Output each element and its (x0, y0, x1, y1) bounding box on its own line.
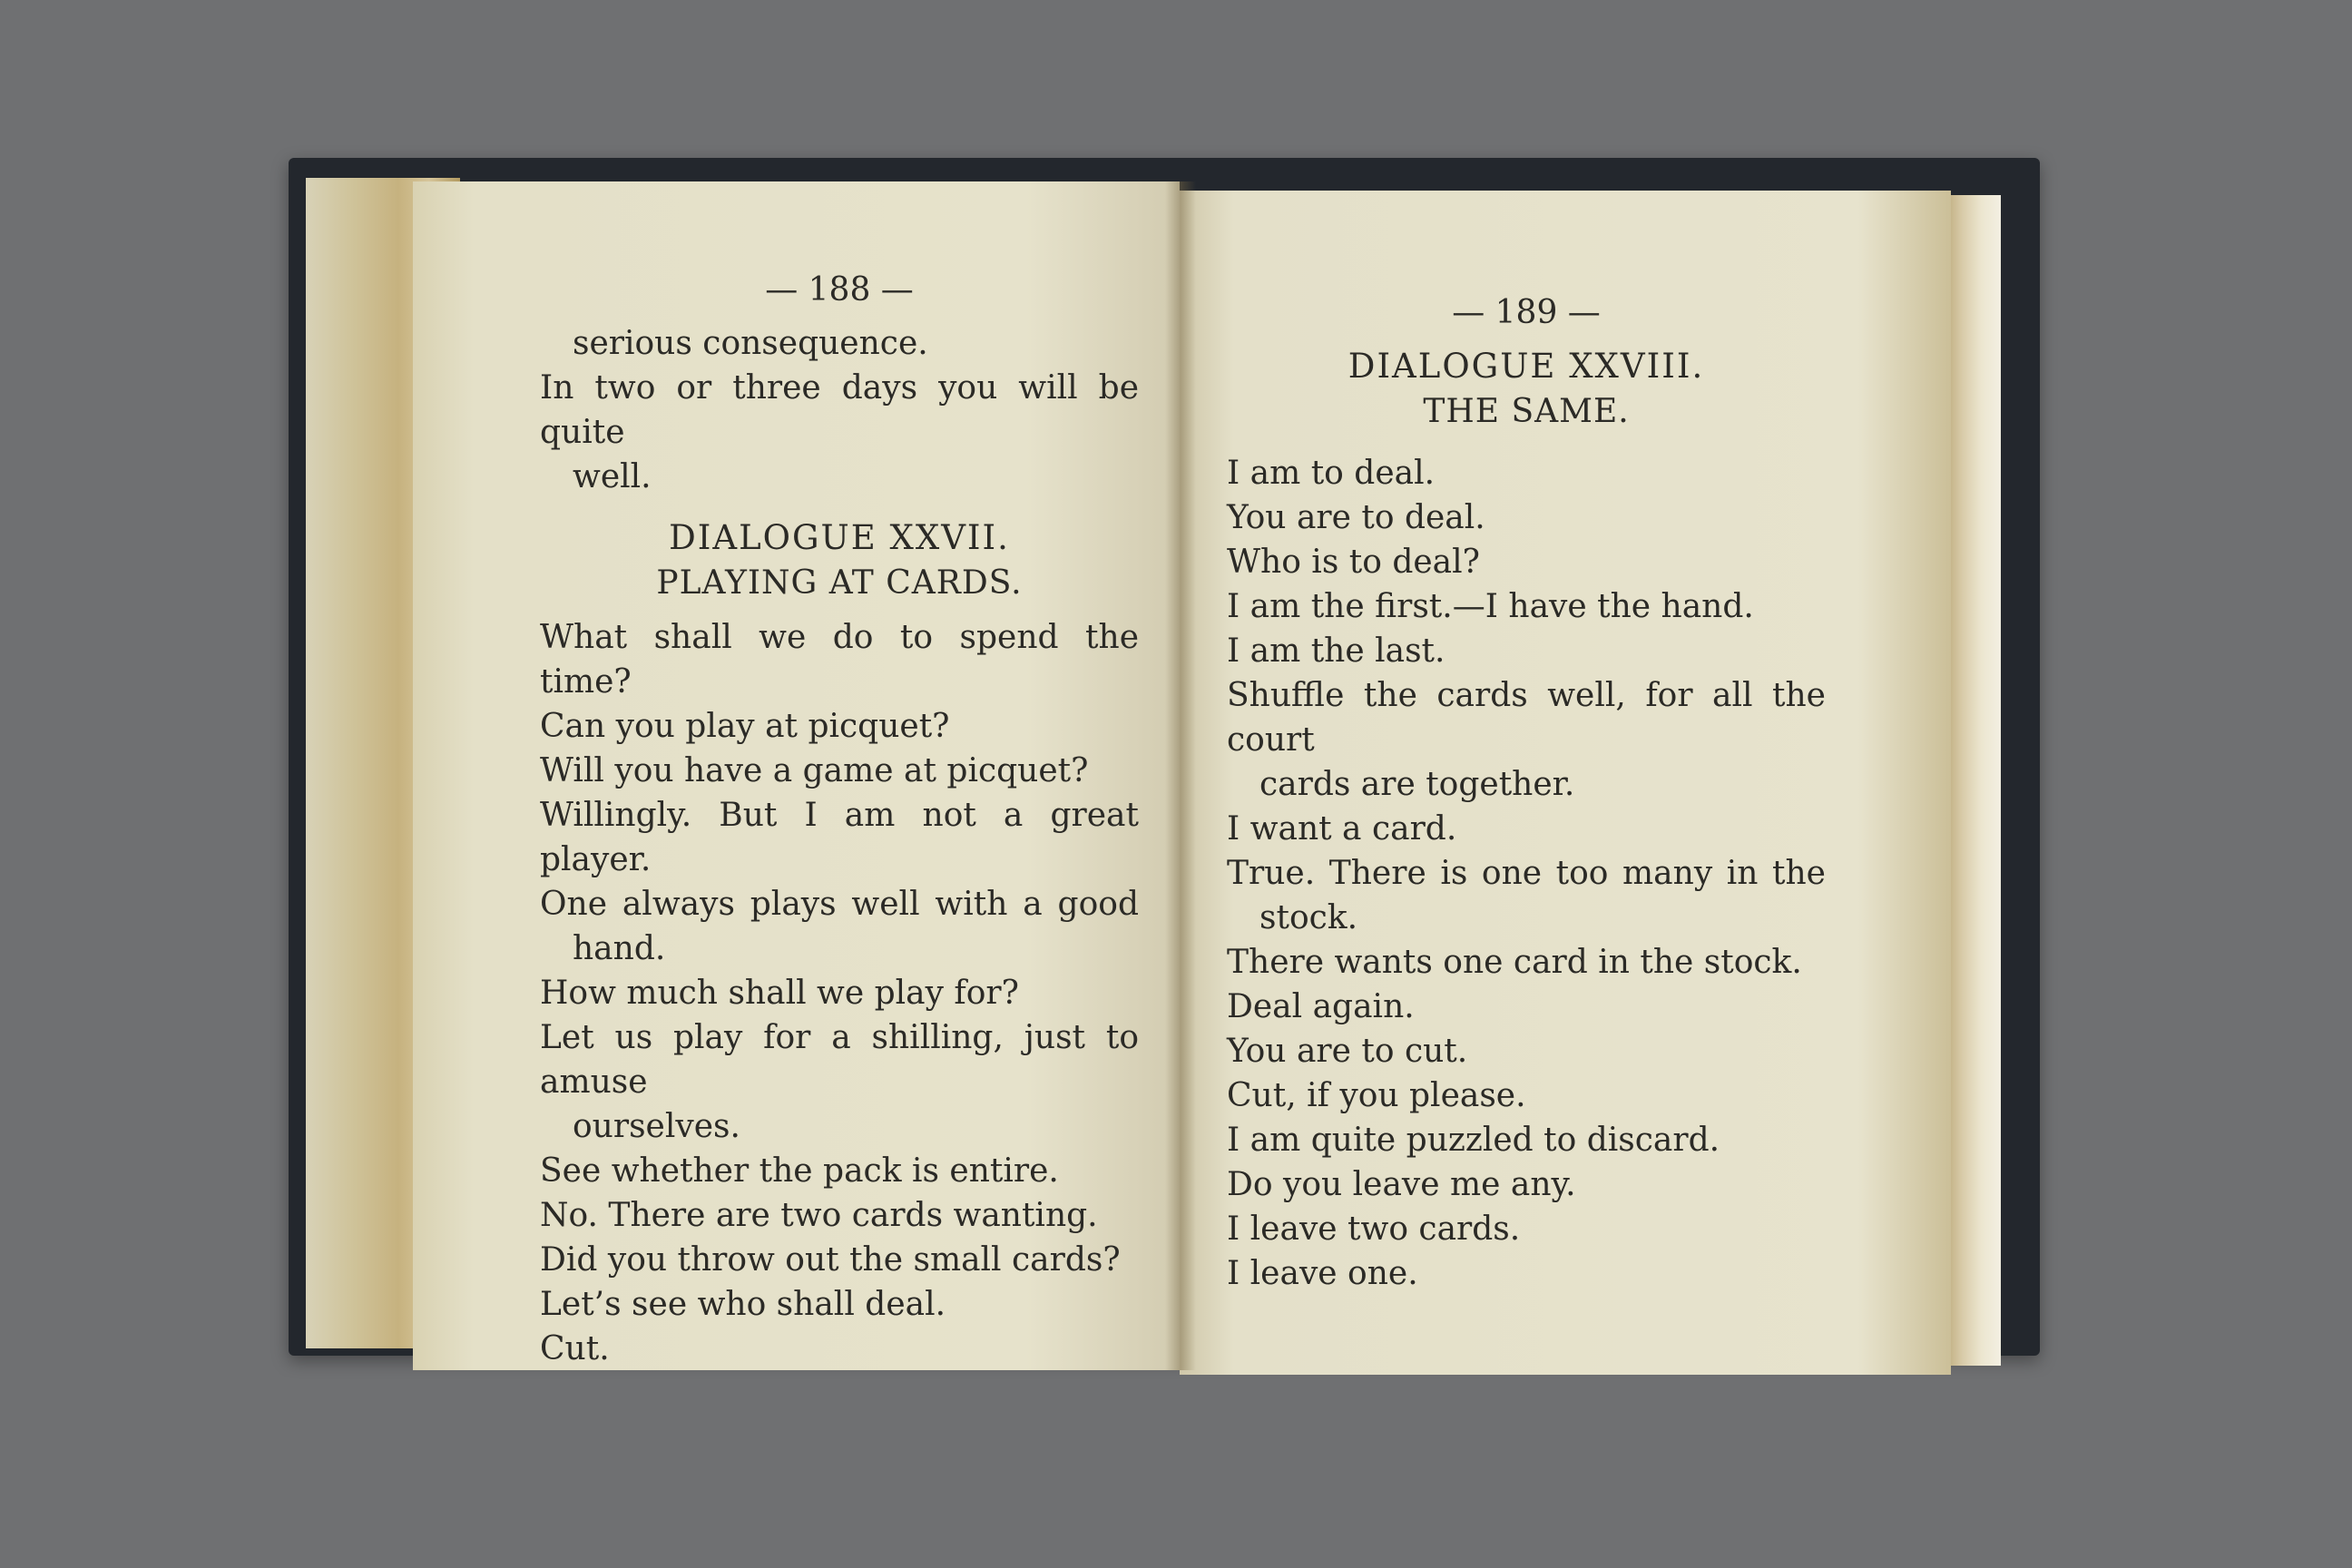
text-line: You are to cut. (1227, 1033, 1468, 1070)
text-line: ourselves. (573, 1108, 740, 1145)
text-line: I am the first.—I have the hand. (1227, 588, 1754, 625)
text-line: well. (573, 458, 652, 495)
dialogue-title: THE SAME. (1423, 393, 1630, 430)
text-line: stock. (1259, 899, 1358, 936)
left-page (413, 181, 1180, 1370)
text-line: Shuffle the cards well, for all the court (1227, 677, 1826, 759)
text-line: How much shall we play for? (540, 975, 1019, 1012)
text-line: I am quite puzzled to discard. (1227, 1122, 1720, 1159)
text-line: cards are together. (1259, 766, 1575, 803)
text-line: Willingly. But I am not a great player. (540, 797, 1139, 878)
page-number: — 189 — (1452, 294, 1601, 331)
text-line: Can you play at picquet? (540, 708, 950, 745)
page-number: — 188 — (765, 271, 914, 309)
text-line: I want a card. (1227, 810, 1457, 848)
text-line: Cut, if you please. (1227, 1077, 1526, 1114)
text-line: You are to deal. (1227, 499, 1485, 536)
text-line: hand. (573, 930, 666, 967)
left-page-text (540, 268, 1139, 1371)
text-line: Will you have a game at picquet? (540, 752, 1089, 789)
text-line: Cut. (540, 1330, 610, 1367)
text-line: What shall we do to spend the time? (540, 619, 1139, 701)
text-line: Do you leave me any. (1227, 1166, 1576, 1203)
text-line: I leave one. (1227, 1255, 1418, 1292)
text-line: Deal again. (1227, 988, 1415, 1025)
text-line: serious consequence. (573, 325, 928, 362)
text-line: One always plays well with a good (540, 886, 1139, 923)
text-line: See whether the pack is entire. (540, 1152, 1059, 1190)
dialogue-number: DIALOGUE XXVII. (669, 518, 1010, 557)
text-line: Who is to deal? (1227, 544, 1480, 581)
text-line: I am to deal. (1227, 455, 1436, 492)
text-line: Let us play for a shilling, just to amuse (540, 1019, 1139, 1101)
dialogue-number: DIALOGUE XXVIII. (1348, 347, 1705, 386)
text-line: I am the last. (1227, 632, 1446, 670)
dialogue-title: PLAYING AT CARDS. (656, 564, 1023, 602)
text-line: There wants one card in the stock. (1227, 944, 1802, 981)
text-line: In two or three days you will be quite (540, 369, 1139, 451)
text-line: Let’s see who shall deal. (540, 1286, 946, 1323)
text-line: I leave two cards. (1227, 1210, 1521, 1248)
right-page-text (1227, 290, 1826, 1296)
text-line: No. There are two cards wanting. (540, 1197, 1098, 1234)
book-gutter (1165, 181, 1196, 1370)
text-line: Did you throw out the small cards? (540, 1241, 1121, 1279)
text-line: True. There is one too many in the (1227, 855, 1826, 892)
right-page (1180, 191, 1951, 1375)
